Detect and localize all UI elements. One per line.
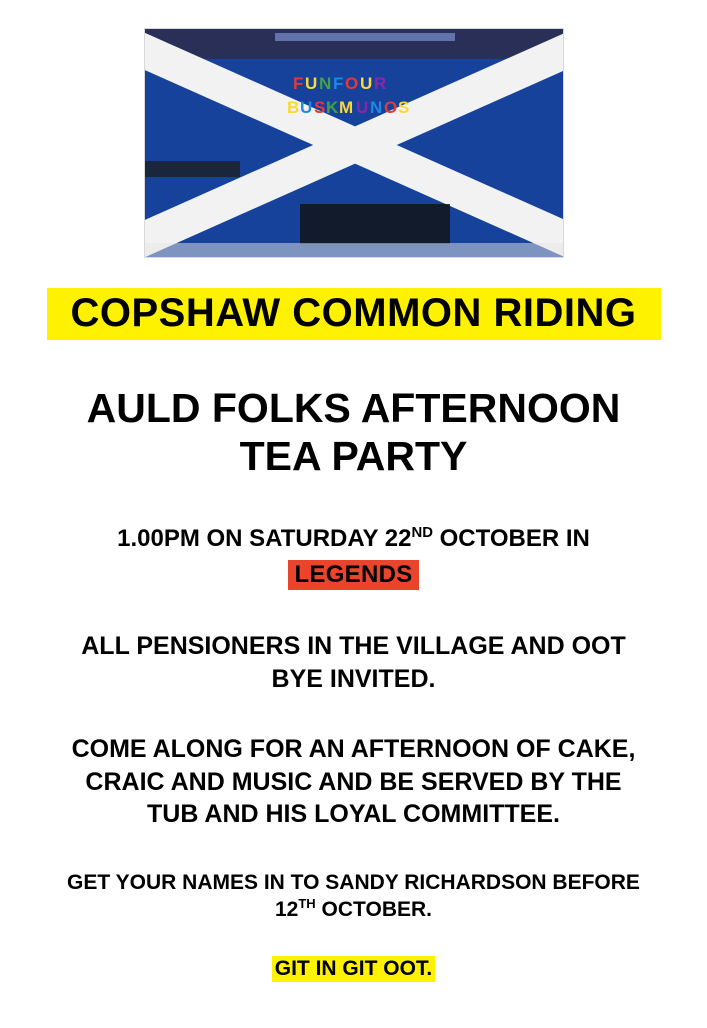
- rsvp-line-2: [34, 896, 674, 923]
- svg-text:F: F: [332, 74, 343, 93]
- description-line-2: CRAIC AND MUSIC AND BE SERVED BY THE: [85, 767, 622, 796]
- svg-text:U: U: [355, 98, 368, 117]
- poster-title: COPSHAW COMMON RIDING: [70, 291, 637, 335]
- poster-page: [0, 28, 707, 1028]
- svg-text:M: M: [338, 98, 353, 117]
- svg-text:R: R: [373, 74, 386, 93]
- rsvp-line-1: GET YOUR NAMES IN TO SANDY RICHARDSON BEFORE: [67, 870, 640, 894]
- description-line-3: TUB AND HIS LOYAL COMMITTEE.: [147, 800, 560, 829]
- rsvp-deadline-number: 12: [274, 897, 299, 921]
- description-line-1: COME ALONG FOR AN AFTERNOON OF CAKE,: [71, 735, 636, 764]
- poster-title-highlight: [47, 288, 661, 340]
- event-datetime-suffix: OCTOBER IN: [432, 524, 590, 552]
- event-venue-line: [34, 559, 674, 590]
- svg-text:F: F: [292, 74, 303, 93]
- footer-slogan-line: [0, 957, 707, 981]
- headline-line-2: TEA PARTY: [239, 433, 468, 480]
- svg-text:K: K: [325, 98, 338, 117]
- event-date-ordinal: ND: [411, 524, 433, 541]
- svg-text:O: O: [344, 74, 358, 93]
- footer-slogan: GIT IN GIT OOT.: [272, 956, 436, 982]
- svg-text:U: U: [359, 74, 372, 93]
- svg-text:N: N: [369, 98, 382, 117]
- saltire-flag-photo: [144, 28, 564, 258]
- svg-text:B: B: [286, 98, 299, 117]
- invitation-line-2: BYE INVITED.: [271, 664, 436, 693]
- svg-text:N: N: [318, 74, 331, 93]
- event-venue: LEGENDS: [288, 560, 418, 590]
- event-datetime-prefix: 1.00PM ON SATURDAY 22: [117, 524, 412, 552]
- headline-line-1: AULD FOLKS AFTERNOON: [86, 385, 621, 431]
- svg-text:U: U: [299, 98, 312, 117]
- rsvp-text: [34, 869, 674, 924]
- svg-text:O: O: [383, 98, 397, 117]
- flag-illustration: [145, 29, 563, 257]
- rsvp-deadline-ordinal: TH: [298, 895, 316, 911]
- invitation-line-1: ALL PENSIONERS IN THE VILLAGE AND OOT: [81, 632, 626, 661]
- description-text: [34, 733, 674, 831]
- rsvp-deadline-month: OCTOBER.: [315, 897, 432, 921]
- event-when: [34, 523, 674, 590]
- svg-text:U: U: [304, 74, 317, 93]
- svg-text:S: S: [397, 98, 409, 117]
- poster-headline: [34, 384, 674, 481]
- svg-text:S: S: [313, 98, 325, 117]
- event-datetime-line: [34, 523, 674, 554]
- invitation-text: [34, 630, 674, 695]
